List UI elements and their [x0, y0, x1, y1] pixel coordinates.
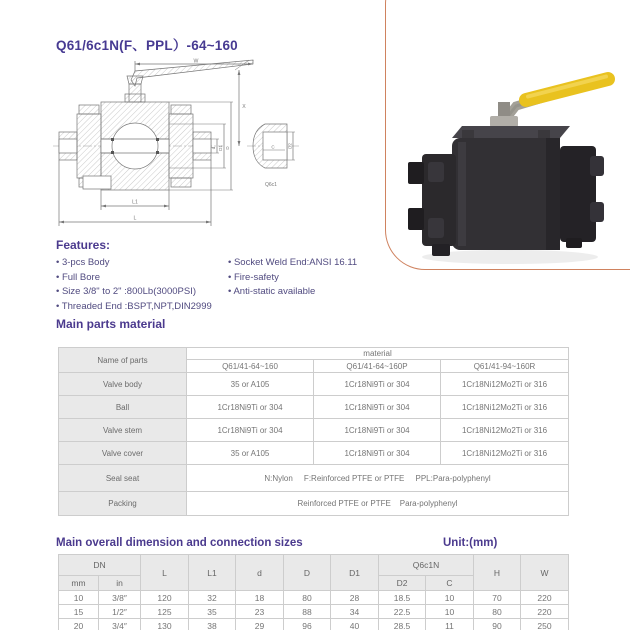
material-cell: 1Cr18Ni12Mo2Ti or 316 — [441, 419, 569, 442]
page-title: Q61/6c1N(F、PPL）-64~160 — [56, 38, 238, 53]
dim-cell: 35 — [189, 605, 236, 619]
table-row — [59, 419, 569, 442]
dim-cell: 1/2″ — [99, 605, 141, 619]
dim-cell: 220 — [521, 591, 569, 605]
material-cell: 1Cr18Ni9Ti or 304 — [187, 396, 314, 419]
dim-cell: 34 — [331, 605, 379, 619]
feature-item: • Fire-safety — [228, 271, 388, 286]
part-name: Packing — [59, 492, 187, 516]
col-header-l1: L1 — [189, 555, 236, 591]
col-header-c: C — [426, 576, 474, 591]
dim-label-l1: L1 — [132, 199, 138, 206]
dim-cell: 32 — [189, 591, 236, 605]
material-cell: 35 or A105 — [187, 373, 314, 396]
dim-cell: 88 — [284, 605, 331, 619]
dim-cell: 3/8″ — [99, 591, 141, 605]
table-row — [59, 492, 569, 516]
material-cell: 1Cr18Ni12Mo2Ti or 316 — [441, 373, 569, 396]
feature-item: • Full Bore — [56, 271, 226, 286]
dim-label-x: X — [242, 104, 246, 110]
dim-cell: 10 — [426, 605, 474, 619]
drawing-geometry — [53, 60, 299, 226]
unit-label: Unit:(mm) — [443, 537, 498, 549]
dim-cell: 20 — [59, 619, 99, 630]
part-name: Seal seat — [59, 465, 187, 492]
drawing-caption: Q6c1 — [265, 182, 277, 188]
dim-cell: 70 — [474, 591, 521, 605]
dim-cell: 15 — [59, 605, 99, 619]
col-header-d2: D2 — [379, 576, 426, 591]
feature-item: • Socket Weld End:ANSI 16.11 — [228, 256, 388, 271]
col-header-in: in — [99, 576, 141, 591]
part-name: Valve body — [59, 373, 187, 396]
model-header: Q61/41-64~160P — [314, 360, 441, 373]
dim-cell: 11 — [426, 619, 474, 630]
feature-item: • Threaded End :BSPT,NPT,DIN2999 — [56, 300, 226, 315]
materials-group-header: material — [187, 348, 569, 360]
dim-cell: 38 — [189, 619, 236, 630]
col-header-d1: D1 — [331, 555, 379, 591]
dim-label-w: W — [193, 58, 199, 65]
dim-cell: 22.5 — [379, 605, 426, 619]
col-header-mm: mm — [59, 576, 99, 591]
part-name: Valve cover — [59, 442, 187, 465]
table-row — [59, 396, 569, 419]
materials-heading: Main parts material — [56, 317, 166, 331]
model-header: Q61/41-94~160R — [441, 360, 569, 373]
dim-cell: 80 — [284, 591, 331, 605]
dim-label-big-d: D — [225, 146, 230, 150]
dim-cell: 125 — [141, 605, 189, 619]
handle-yellow-grip — [526, 79, 608, 100]
dim-label-d2: D2 — [287, 143, 293, 149]
dim-label-d: d — [211, 146, 216, 150]
dim-cell: 28 — [331, 591, 379, 605]
features-list-right — [228, 256, 388, 300]
material-cell: 1Cr18Ni9Ti or 304 — [314, 442, 441, 465]
material-cell: 1Cr18Ni12Mo2Ti or 316 — [441, 396, 569, 419]
col-header-l: L — [141, 555, 189, 591]
dim-cell: 28.5 — [379, 619, 426, 630]
dimensions-table — [58, 554, 569, 630]
feature-item: • Size 3/8" to 2" :800Lb(3000PSI) — [56, 285, 226, 300]
table-row — [59, 619, 569, 630]
table-row — [59, 373, 569, 396]
dim-cell: 23 — [236, 605, 284, 619]
material-cell: 1Cr18Ni12Mo2Ti or 316 — [441, 442, 569, 465]
col-header-big-d: D — [284, 555, 331, 591]
dim-cell: 10 — [426, 591, 474, 605]
part-name: Valve stem — [59, 419, 187, 442]
feature-item: • 3-pcs Body — [56, 256, 226, 271]
model-header: Q61/41-64~160 — [187, 360, 314, 373]
valve-body-center — [452, 138, 560, 250]
features-list-left — [56, 256, 226, 314]
table-row — [59, 605, 569, 619]
valve-technical-drawing — [53, 58, 335, 238]
col-header-d: d — [236, 555, 284, 591]
dim-label-d1: D1 — [218, 145, 223, 151]
col-header-h: H — [474, 555, 521, 591]
material-cell: 1Cr18Ni9Ti or 304 — [187, 419, 314, 442]
material-cell: 1Cr18Ni9Ti or 304 — [314, 419, 441, 442]
dimensions-heading: Main overall dimension and connection sizes — [56, 537, 303, 549]
table-row — [59, 591, 569, 605]
dim-cell: 80 — [474, 605, 521, 619]
dim-cell: 130 — [141, 619, 189, 630]
table-row — [59, 442, 569, 465]
material-cell: 35 or A105 — [187, 442, 314, 465]
col-header-q6c1n: Q6c1N — [379, 555, 474, 576]
material-cell: 1Cr18Ni9Ti or 304 — [314, 396, 441, 419]
materials-table — [58, 347, 569, 516]
dim-cell: 120 — [141, 591, 189, 605]
valve-product-photo — [398, 38, 628, 268]
dim-label-l: L — [133, 215, 137, 222]
table-row — [59, 465, 569, 492]
features-heading: Features: — [56, 238, 111, 252]
feature-item: • Anti-static available — [228, 285, 388, 300]
dim-cell: 96 — [284, 619, 331, 630]
col-header-w: W — [521, 555, 569, 591]
col-header-dn: DN — [59, 555, 141, 576]
dim-cell: 10 — [59, 591, 99, 605]
dim-cell: 90 — [474, 619, 521, 630]
materials-name-col-header: Name of parts — [59, 348, 187, 373]
part-name: Ball — [59, 396, 187, 419]
dim-label-c: C — [271, 144, 275, 150]
material-cell: 1Cr18Ni9Ti or 304 — [314, 373, 441, 396]
dim-cell: 18.5 — [379, 591, 426, 605]
material-cell: Reinforced PTFE or PTFE Para-polyphenyl — [187, 492, 569, 516]
dim-cell: 220 — [521, 605, 569, 619]
dim-cell: 3/4″ — [99, 619, 141, 630]
dim-cell: 250 — [521, 619, 569, 630]
material-cell: N:Nylon F:Reinforced PTFE or PTFE PPL:Para-polyphenyl — [187, 465, 569, 492]
dim-cell: 18 — [236, 591, 284, 605]
dim-cell: 40 — [331, 619, 379, 630]
dim-cell: 29 — [236, 619, 284, 630]
